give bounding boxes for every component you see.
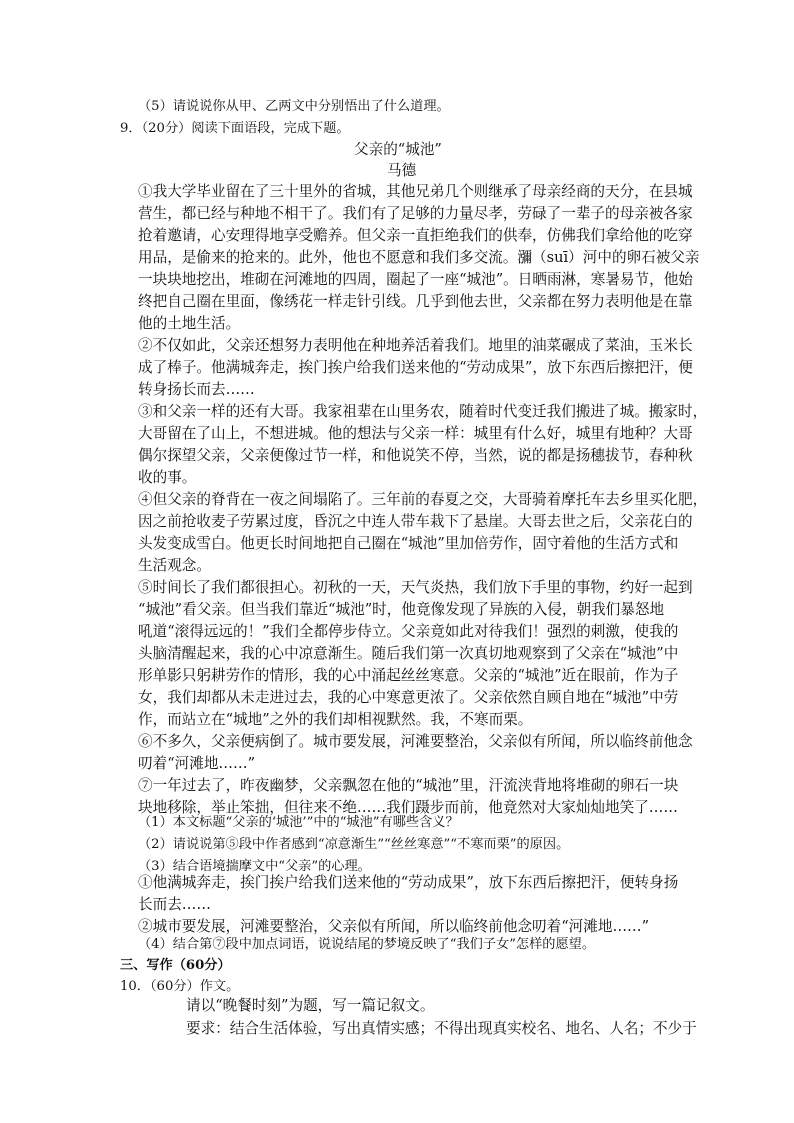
article-line: ⑤时间长了我们都很担心。初秋的一天，天气炎热，我们放下手里的事物，约好一起到 [138,579,693,596]
article-line: ③和父亲一样的还有大哥。我家祖辈在山里务农，随着时代变迁我们搬进了城。搬家时， [138,403,708,420]
article-line: 叨着“河滩地……” [138,755,256,772]
sub-question-2: （2）请说说第⑤段中作者感到“凉意渐生”“丝丝寒意”“不寒而栗”的原因。 [138,837,570,852]
sub-question-3: （3）结合语境揣摩文中“父亲”的心理。 [138,859,371,874]
article-line: ⑥不多久，父亲便病倒了。城市要发展，河滩要整治，父亲似有所闻，所以临终前他念 [138,733,693,750]
article-line: 块地移除，举止笨拙，但往来不绝……我们蹑步而前，他竟然对大家灿灿地笑了…… [138,799,678,816]
sub-question-4: （4）结合第⑦段中加点词语，说说结尾的梦境反映了“我们子女”怎样的愿望。 [138,937,596,952]
article-line: 营生，都已经与种地不相干了。我们有了足够的力量尽孝，劳碌了一辈子的母亲被各家 [138,205,693,222]
question-9-header: 9．（20分）阅读下面语段，完成下题。 [120,121,350,136]
article-line: 形单影只躬耕劳作的情形，我的心中涌起丝丝寒意。父亲的“城池”近在眼前，作为子 [138,667,679,684]
question-8-sub-5: （5）请说说你从甲、乙两文中分别悟出了什么道理。 [138,99,450,114]
article-line: 女，我们却都从未走进过去，我的心中寒意更浓了。父亲依然自顾自地在“城池”中劳 [138,689,679,706]
section-3-heading: 三、写作（60分） [120,958,231,973]
quote-line: 长而去…… [138,896,211,913]
article-line: ①我大学毕业留在了三十里外的省城，其他兄弟几个则继承了母亲经商的天分，在县城 [138,183,693,200]
essay-requirement: 要求：结合生活体验，写出真情实感；不得出现真实校名、地名、人名；不少于 [186,1020,697,1037]
article-line: 生活观念。 [138,557,211,574]
article-line: 作，而站立在“城地”之外的我们却相视默然。我，不寒而栗。 [138,711,533,728]
article-line: 成了棒子。他满城奔走，挨门挨户给我们送来他的“劳动成果”，放下东西后擦把汗，便 [138,359,693,376]
article-line: 因之前抢收麦子劳累过度，昏沉之中连人带车栽下了悬崖。大哥去世之后，父亲花白的 [138,513,693,530]
article-line: 终把自己圈在里面，像绣花一样走针引线。几乎到他去世，父亲都在努力表明他是在靠 [138,293,693,310]
article-line: 转身扬长而去…… [138,381,255,398]
article-line: 大哥留在了山上，不想进城。他的想法与父亲一样：城里有什么好，城里有地种？大哥 [138,425,693,442]
article-line: ⑦一年过去了，昨夜幽梦，父亲飘忽在他的“城池”里，汗流浃背地将堆砌的卵石一块 [138,777,679,794]
article-line: 头发变成雪白。他更长时间地把自己圈在“城池”里加倍劳作，固守着他的生活方式和 [138,535,679,552]
question-10-header: 10．（60分）作文。 [120,979,240,994]
article-line: ④但父亲的脊背在一夜之间塌陷了。三年前的春夏之交，大哥骑着摩托车去乡里买化肥， [138,491,708,508]
article-line: 偶尔探望父亲，父亲便像过节一样，和他说笑不停，当然，说的都是扬穗拔节，春种秋 [138,447,693,464]
article-line: 收的事。 [138,469,197,486]
article-line: 一块块地挖出，堆砌在河滩地的四周，圈起了一座“城池”。日晒雨淋，寒暑易节，他始 [138,271,693,288]
article-title: 父亲的“城池” [354,141,442,158]
sub-question-1: （1）本文标题“父亲的‘城池’”中的“城池”有哪些含义？ [138,815,459,830]
quote-line: ②城市要发展，河滩要整治，父亲似有所闻，所以临终前他念叨着“河滩地……” [138,918,650,935]
article-line: 抢着邀请，心安理得地享受赡养。但父亲一直拒绝我们的供奉，仿佛我们拿给他的吃穿 [138,227,693,244]
article-line: 吼道“滚得远远的！”我们全都停步侍立。父亲竟如此对待我们！强烈的刺激，使我的 [138,623,679,640]
quote-line: ①他满城奔走，挨门挨户给我们送来他的“劳动成果”，放下东西后擦把汗，便转身扬 [138,874,679,891]
essay-prompt: 请以“晚餐时刻”为题，写一篇记叙文。 [186,997,435,1014]
article-line: ②不仅如此，父亲还想努力表明他在种地养活着我们。地里的油菜碾成了菜油，玉米长 [138,337,693,354]
article-author: 马德 [387,162,417,179]
article-line: 他的土地生活。 [138,315,241,332]
article-line: 用品，是偷来的抢来的。此外，他也不愿意和我们多交流。瀰（suī）河中的卵石被父亲 [138,249,700,266]
article-line: 头脑清醒起来，我的心中凉意渐生。随后我们第一次真切地观察到了父亲在“城池”中 [138,645,679,662]
article-line: “城池”看父亲。但当我们靠近“城池”时，他竟像发现了异族的入侵，朝我们暴怒地 [138,601,665,618]
